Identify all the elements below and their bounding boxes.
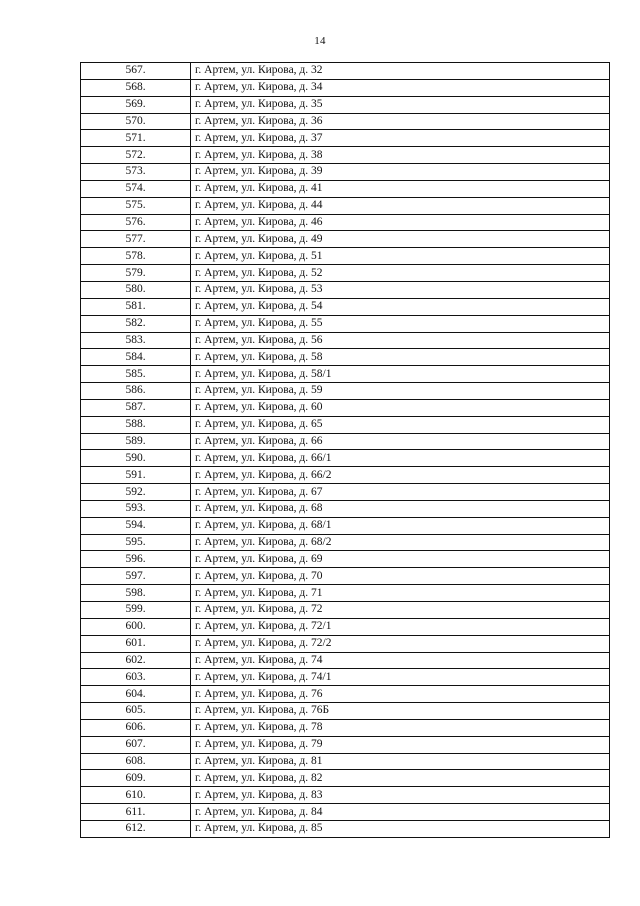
table-row bbox=[81, 298, 610, 315]
table-row bbox=[81, 669, 610, 686]
row-number-cell: 609. bbox=[81, 770, 191, 787]
address-cell: г. Артем, ул. Кирова, д. 66/1 bbox=[191, 450, 610, 467]
address-cell: г. Артем, ул. Кирова, д. 55 bbox=[191, 315, 610, 332]
table-row bbox=[81, 770, 610, 787]
row-number-cell: 596. bbox=[81, 551, 191, 568]
address-cell: г. Артем, ул. Кирова, д. 72 bbox=[191, 602, 610, 619]
address-cell: г. Артем, ул. Кирова, д. 68/2 bbox=[191, 534, 610, 551]
table-row bbox=[81, 585, 610, 602]
table-row bbox=[81, 568, 610, 585]
table-row bbox=[81, 652, 610, 669]
table-row bbox=[81, 450, 610, 467]
row-number-cell: 606. bbox=[81, 719, 191, 736]
address-table bbox=[80, 62, 610, 838]
address-cell: г. Артем, ул. Кирова, д. 78 bbox=[191, 719, 610, 736]
table-row bbox=[81, 96, 610, 113]
address-cell: г. Артем, ул. Кирова, д. 52 bbox=[191, 265, 610, 282]
row-number-cell: 579. bbox=[81, 265, 191, 282]
row-number-cell: 591. bbox=[81, 467, 191, 484]
table-row bbox=[81, 265, 610, 282]
address-cell: г. Артем, ул. Кирова, д. 54 bbox=[191, 298, 610, 315]
row-number-cell: 604. bbox=[81, 686, 191, 703]
row-number-cell: 574. bbox=[81, 180, 191, 197]
row-number-cell: 582. bbox=[81, 315, 191, 332]
table-row bbox=[81, 484, 610, 501]
row-number-cell: 586. bbox=[81, 383, 191, 400]
table-row bbox=[81, 467, 610, 484]
row-number-cell: 571. bbox=[81, 130, 191, 147]
address-cell: г. Артем, ул. Кирова, д. 69 bbox=[191, 551, 610, 568]
address-cell: г. Артем, ул. Кирова, д. 85 bbox=[191, 820, 610, 837]
address-cell: г. Артем, ул. Кирова, д. 83 bbox=[191, 787, 610, 804]
row-number-cell: 607. bbox=[81, 736, 191, 753]
table-row bbox=[81, 517, 610, 534]
row-number-cell: 577. bbox=[81, 231, 191, 248]
row-number-cell: 587. bbox=[81, 399, 191, 416]
table-row bbox=[81, 635, 610, 652]
row-number-cell: 602. bbox=[81, 652, 191, 669]
row-number-cell: 569. bbox=[81, 96, 191, 113]
row-number-cell: 612. bbox=[81, 820, 191, 837]
address-cell: г. Артем, ул. Кирова, д. 38 bbox=[191, 147, 610, 164]
table-row bbox=[81, 315, 610, 332]
table-row bbox=[81, 719, 610, 736]
row-number-cell: 608. bbox=[81, 753, 191, 770]
address-cell: г. Артем, ул. Кирова, д. 79 bbox=[191, 736, 610, 753]
address-cell: г. Артем, ул. Кирова, д. 84 bbox=[191, 804, 610, 821]
row-number-cell: 588. bbox=[81, 416, 191, 433]
row-number-cell: 568. bbox=[81, 79, 191, 96]
row-number-cell: 598. bbox=[81, 585, 191, 602]
table-row bbox=[81, 130, 610, 147]
table-row bbox=[81, 551, 610, 568]
table-row bbox=[81, 197, 610, 214]
address-cell: г. Артем, ул. Кирова, д. 76Б bbox=[191, 703, 610, 720]
address-cell: г. Артем, ул. Кирова, д. 60 bbox=[191, 399, 610, 416]
row-number-cell: 610. bbox=[81, 787, 191, 804]
address-cell: г. Артем, ул. Кирова, д. 49 bbox=[191, 231, 610, 248]
address-cell: г. Артем, ул. Кирова, д. 44 bbox=[191, 197, 610, 214]
table-row bbox=[81, 820, 610, 837]
table-row bbox=[81, 281, 610, 298]
row-number-cell: 573. bbox=[81, 164, 191, 181]
table-row bbox=[81, 147, 610, 164]
row-number-cell: 570. bbox=[81, 113, 191, 130]
table-row bbox=[81, 366, 610, 383]
address-cell: г. Артем, ул. Кирова, д. 66/2 bbox=[191, 467, 610, 484]
row-number-cell: 576. bbox=[81, 214, 191, 231]
address-cell: г. Артем, ул. Кирова, д. 72/1 bbox=[191, 618, 610, 635]
address-cell: г. Артем, ул. Кирова, д. 65 bbox=[191, 416, 610, 433]
row-number-cell: 611. bbox=[81, 804, 191, 821]
address-cell: г. Артем, ул. Кирова, д. 74 bbox=[191, 652, 610, 669]
row-number-cell: 595. bbox=[81, 534, 191, 551]
table-row bbox=[81, 602, 610, 619]
row-number-cell: 599. bbox=[81, 602, 191, 619]
row-number-cell: 590. bbox=[81, 450, 191, 467]
address-cell: г. Артем, ул. Кирова, д. 39 bbox=[191, 164, 610, 181]
row-number-cell: 597. bbox=[81, 568, 191, 585]
address-cell: г. Артем, ул. Кирова, д. 67 bbox=[191, 484, 610, 501]
row-number-cell: 603. bbox=[81, 669, 191, 686]
table-row bbox=[81, 383, 610, 400]
address-cell: г. Артем, ул. Кирова, д. 58/1 bbox=[191, 366, 610, 383]
address-cell: г. Артем, ул. Кирова, д. 35 bbox=[191, 96, 610, 113]
address-cell: г. Артем, ул. Кирова, д. 68/1 bbox=[191, 517, 610, 534]
table-row bbox=[81, 703, 610, 720]
table-row bbox=[81, 618, 610, 635]
table-row bbox=[81, 399, 610, 416]
row-number-cell: 605. bbox=[81, 703, 191, 720]
address-cell: г. Артем, ул. Кирова, д. 71 bbox=[191, 585, 610, 602]
address-cell: г. Артем, ул. Кирова, д. 59 bbox=[191, 383, 610, 400]
address-cell: г. Артем, ул. Кирова, д. 37 bbox=[191, 130, 610, 147]
address-cell: г. Артем, ул. Кирова, д. 58 bbox=[191, 349, 610, 366]
row-number-cell: 585. bbox=[81, 366, 191, 383]
row-number-cell: 575. bbox=[81, 197, 191, 214]
address-cell: г. Артем, ул. Кирова, д. 72/2 bbox=[191, 635, 610, 652]
table-row bbox=[81, 349, 610, 366]
table-row bbox=[81, 79, 610, 96]
row-number-cell: 594. bbox=[81, 517, 191, 534]
table-row bbox=[81, 214, 610, 231]
address-cell: г. Артем, ул. Кирова, д. 68 bbox=[191, 500, 610, 517]
table-row bbox=[81, 248, 610, 265]
address-cell: г. Артем, ул. Кирова, д. 34 bbox=[191, 79, 610, 96]
address-cell: г. Артем, ул. Кирова, д. 32 bbox=[191, 63, 610, 80]
row-number-cell: 592. bbox=[81, 484, 191, 501]
row-number-cell: 580. bbox=[81, 281, 191, 298]
address-cell: г. Артем, ул. Кирова, д. 51 bbox=[191, 248, 610, 265]
row-number-cell: 567. bbox=[81, 63, 191, 80]
row-number-cell: 581. bbox=[81, 298, 191, 315]
row-number-cell: 583. bbox=[81, 332, 191, 349]
address-table-body bbox=[81, 63, 610, 838]
address-cell: г. Артем, ул. Кирова, д. 82 bbox=[191, 770, 610, 787]
row-number-cell: 600. bbox=[81, 618, 191, 635]
address-cell: г. Артем, ул. Кирова, д. 66 bbox=[191, 433, 610, 450]
address-cell: г. Артем, ул. Кирова, д. 36 bbox=[191, 113, 610, 130]
table-row bbox=[81, 332, 610, 349]
row-number-cell: 593. bbox=[81, 500, 191, 517]
row-number-cell: 584. bbox=[81, 349, 191, 366]
row-number-cell: 578. bbox=[81, 248, 191, 265]
table-row bbox=[81, 180, 610, 197]
table-row bbox=[81, 63, 610, 80]
address-cell: г. Артем, ул. Кирова, д. 41 bbox=[191, 180, 610, 197]
address-cell: г. Артем, ул. Кирова, д. 70 bbox=[191, 568, 610, 585]
address-cell: г. Артем, ул. Кирова, д. 53 bbox=[191, 281, 610, 298]
table-row bbox=[81, 753, 610, 770]
table-row bbox=[81, 534, 610, 551]
table-row bbox=[81, 804, 610, 821]
table-row bbox=[81, 433, 610, 450]
table-row bbox=[81, 416, 610, 433]
address-cell: г. Артем, ул. Кирова, д. 76 bbox=[191, 686, 610, 703]
table-row bbox=[81, 113, 610, 130]
address-cell: г. Артем, ул. Кирова, д. 46 bbox=[191, 214, 610, 231]
row-number-cell: 572. bbox=[81, 147, 191, 164]
row-number-cell: 601. bbox=[81, 635, 191, 652]
row-number-cell: 589. bbox=[81, 433, 191, 450]
table-row bbox=[81, 787, 610, 804]
address-cell: г. Артем, ул. Кирова, д. 56 bbox=[191, 332, 610, 349]
table-row bbox=[81, 686, 610, 703]
table-row bbox=[81, 231, 610, 248]
address-cell: г. Артем, ул. Кирова, д. 81 bbox=[191, 753, 610, 770]
table-row bbox=[81, 500, 610, 517]
address-cell: г. Артем, ул. Кирова, д. 74/1 bbox=[191, 669, 610, 686]
table-row bbox=[81, 164, 610, 181]
table-row bbox=[81, 736, 610, 753]
page-number: 14 bbox=[314, 35, 326, 47]
